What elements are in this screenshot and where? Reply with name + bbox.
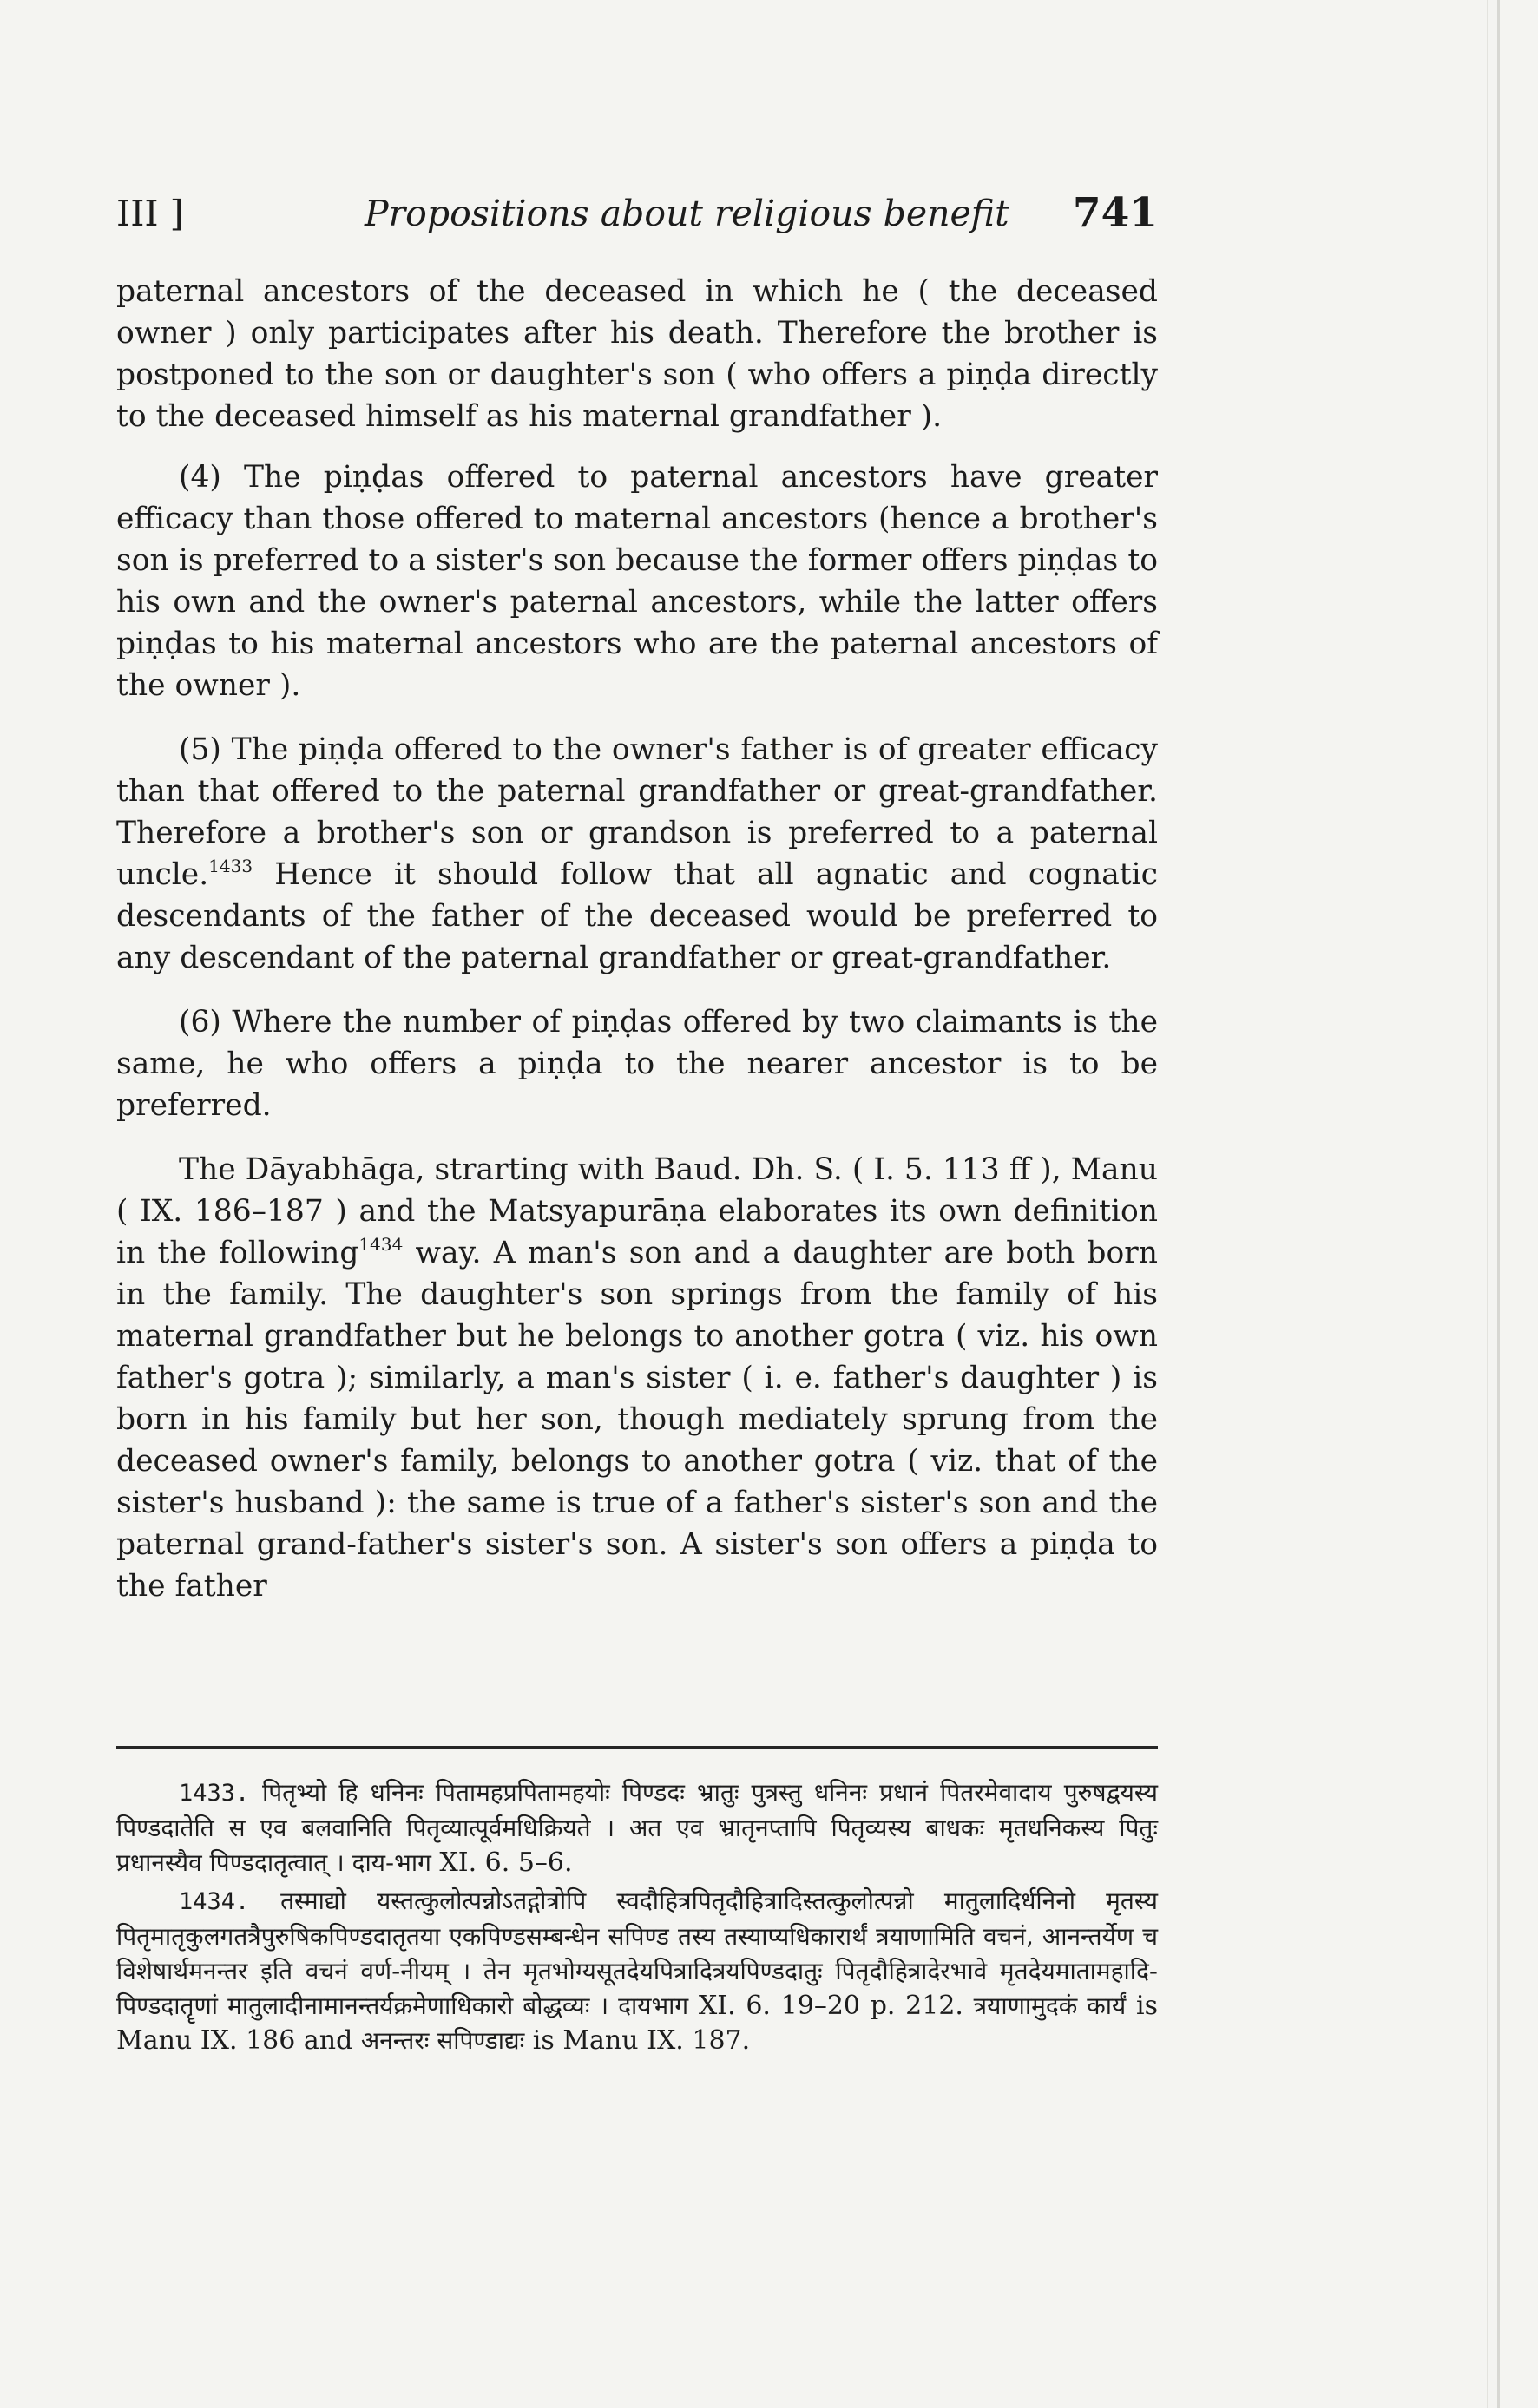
page-edge-line-inner xyxy=(1487,0,1488,2408)
running-title: Propositions about religious benefit xyxy=(365,193,1009,234)
footnote-citation: is Manu IX. 186 and xyxy=(116,1991,1158,2056)
footnotes xyxy=(116,1775,1158,2062)
footnote-citation: XI. 6. 19–20 p. 212. xyxy=(688,1991,963,2021)
chapter-marker: III ] xyxy=(116,193,184,234)
running-header xyxy=(116,189,1158,245)
paragraph-text: Hence it should follow that all agnatic and cognatic descendants of the father of the deceased would be preferred to any descendant of the paternal grandfather or great-grandfather. xyxy=(116,857,1158,975)
footnote-1434 xyxy=(116,1884,1158,2058)
paragraph-point-5 xyxy=(116,729,1158,979)
footnote-citation: is Manu IX. 187. xyxy=(524,2025,751,2056)
footnote-sanskrit: अनन्तरः सपिण्डाद्यः xyxy=(360,2026,525,2055)
paragraph-text: way. A man's son and a daughter are both born in the family. The daughter's son springs from the family of his maternal grandfather but he belongs to another gotra ( viz. his own father's gotra ); similarly, a man's sister ( i. e. father's daughter ) is born in his family but her son, though mediately sprung from the deceased owner's family, belongs to another gotra ( viz. that of the sister's husband ): the same is true of a father's sister's son and the paternal grand-father's sister's son. A sister's son offers a piṇḍa to the father xyxy=(116,1236,1158,1604)
footnote-number: 1434. xyxy=(179,1888,250,1915)
paragraph-text: The Dāyabhāga, strarting with Baud. Dh. S. ( I. 5. 113 ff ), Manu ( IX. 186–187 ) and the Matsyapurāṇa elaborates its own definition in the following xyxy=(116,1152,1158,1270)
footnote-ref-1434[interactable]: 1434 xyxy=(358,1234,404,1255)
footnote-ref-1433[interactable]: 1433 xyxy=(208,856,253,876)
paragraph-continuation: paternal ancestors of the deceased in which he ( the deceased owner ) only participates after his death. Therefore the brother is postponed to the son or daughter's son ( who offers a piṇḍa directly to the deceased himself as his maternal grandfather ). xyxy=(116,274,1158,434)
body-text xyxy=(116,271,1158,1630)
paragraph-text: (5) The piṇḍa offered to the owner's father is of greater efficacy than that offered to the paternal grandfather or great-grandfather. Therefore a brother's son or grandson is preferred to a paternal uncle. xyxy=(116,732,1158,892)
footnote-number: 1433. xyxy=(179,1780,250,1807)
page-edge-line xyxy=(1497,0,1500,2408)
footnote-divider xyxy=(116,1746,1158,1749)
footnote-1433 xyxy=(116,1775,1158,1880)
footnote-citation: XI. 6. 5–6. xyxy=(431,1847,573,1878)
paragraph-point-4: (4) The piṇḍas offered to paternal ancestors have greater efficacy than those offered to maternal ancestors (hence a brother's son is preferred to a sister's son because the former offers piṇḍas to his own and the owner's paternal ancestors, while the latter offers piṇḍas to his maternal ancestors who are the paternal ancestors of the owner ). xyxy=(116,460,1158,703)
paragraph-dayabhaga xyxy=(116,1149,1158,1607)
footnote-sanskrit: तस्माद्यो यस्तत्कुलोत्पन्नोऽतद्गोत्रोपि स्वदौहित्रपितृदौहित्रादिस्तत्कुलोत्पन्नो मातुलादिर्धनिनो मृतस्य पितृमातृकुलगतत्रैपुरुषिकपिण्डदातृतया एकपिण्डसम्बन्धेन सपिण्ड तस्य तस्याप्यधिकारार्थं त्रयाणामिति वचनं, आनन्तर्येण च विशेषार्थमनन्तर इति वचनं वर्ण-नीयम् । तेन मृतभोग्यसूतदेयपित्रादित्रयपिण्डदातुः पितृदौहित्रादेरभावे मृतदेयमातामहादि-पिण्डदातॄणां मातुलादीनामानन्तर्यक्रमेणाधिकारो बोद्धव्यः । दायभाग xyxy=(116,1886,1158,2020)
footnote-sanskrit: पितृभ्यो हि धनिनः पितामहप्रपितामहयोः पिण्डदः भ्रातुः पुत्रस्तु धनिनः प्रधानं पितरमेवादाय पुरुषद्वयस्य पिण्डदातेति स एव बलवानिति पितृव्यात्पूर्वमधिक्रियते । अत एव भ्रातृनप्तापि पितृव्यस्य बाधकः मृतधनिकस्य पितुः प्रधानस्यैव पिण्डदातृत्वात् । दाय-भाग xyxy=(116,1778,1158,1877)
page-number: 741 xyxy=(1072,189,1158,237)
paragraph-point-6: (6) Where the number of piṇḍas offered by two claimants is the same, he who offers a piṇḍa to the nearer ancestor is to be preferred. xyxy=(116,1005,1158,1123)
footnote-sanskrit: त्रयाणामुदकं कार्यं xyxy=(973,1991,1127,2020)
